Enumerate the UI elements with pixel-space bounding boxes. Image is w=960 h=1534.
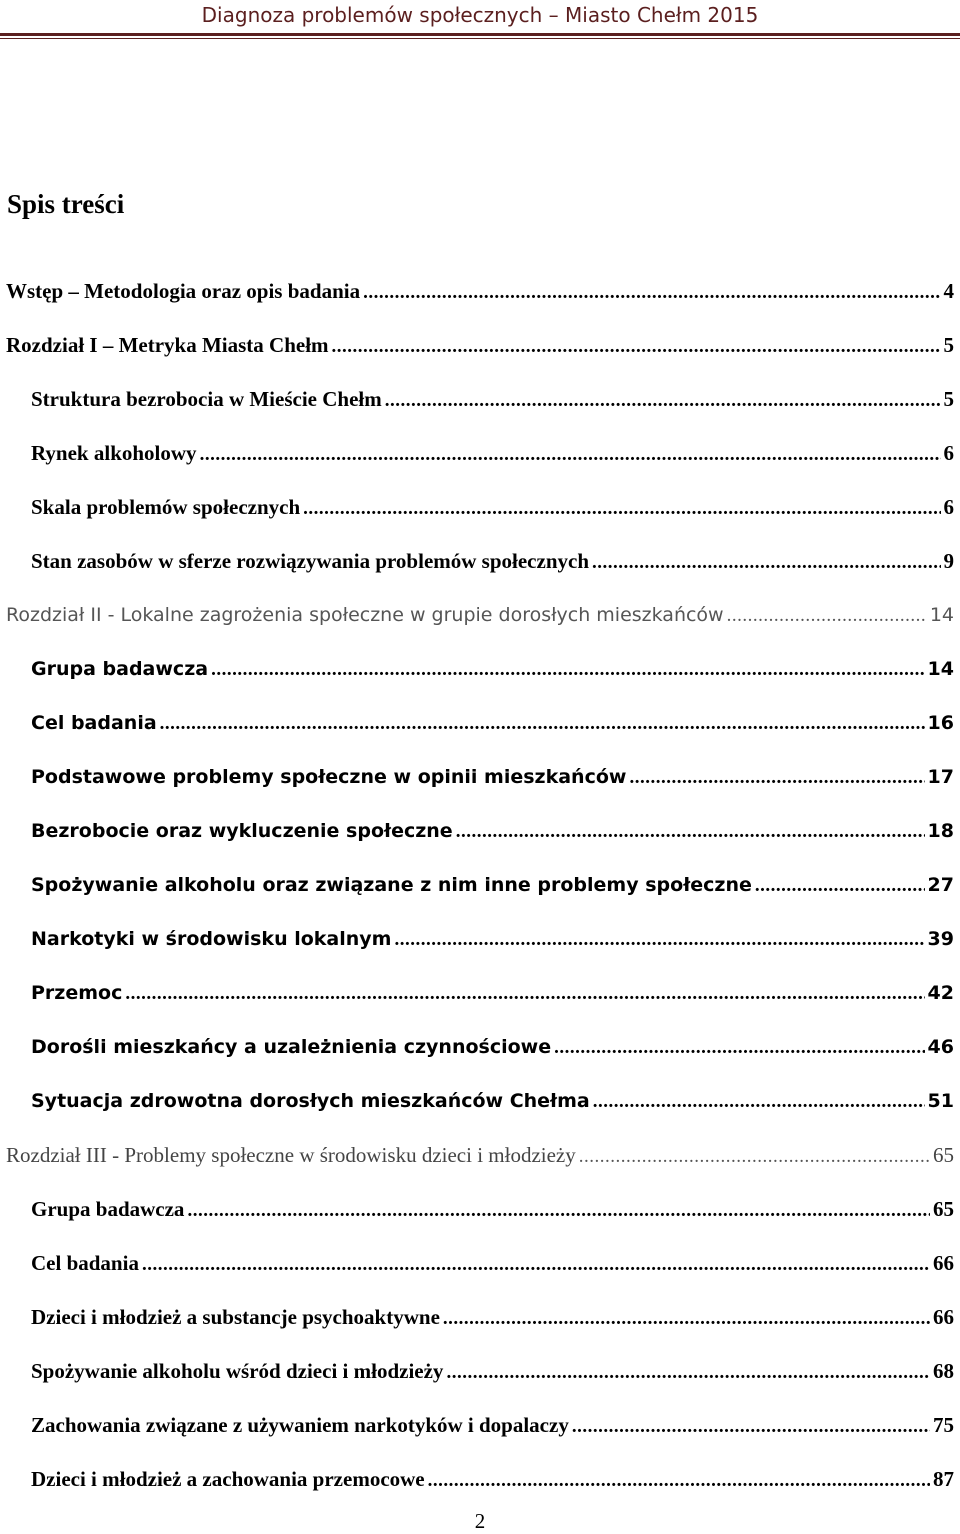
toc-page-number: 5 bbox=[943, 333, 954, 357]
toc-dot-leader bbox=[303, 493, 940, 525]
toc-entry-label: Narkotyki w środowisku lokalnym bbox=[31, 928, 392, 950]
toc-entry-violence[interactable] bbox=[31, 977, 954, 1009]
toc-page-number: 39 bbox=[927, 928, 954, 950]
toc-dot-leader bbox=[200, 439, 941, 471]
toc-entry-label: Bezrobocie oraz wykluczenie społeczne bbox=[31, 820, 453, 842]
toc-dot-leader bbox=[211, 654, 924, 686]
toc-dot-leader bbox=[160, 708, 925, 740]
toc-entry-label: Sytuacja zdrowotna dorosłych mieszkańców Chełma bbox=[31, 1090, 590, 1112]
toc-entry-label: Podstawowe problemy społeczne w opinii mieszkańców bbox=[31, 766, 627, 788]
toc-dot-leader bbox=[572, 1411, 930, 1443]
toc-entry-label: Dzieci i młodzież a substancje psychoaktywne bbox=[31, 1305, 440, 1329]
toc-entry-label: Spożywanie alkoholu oraz związane z nim inne problemy społeczne bbox=[31, 874, 752, 896]
toc-entry-label: Stan zasobów w sferze rozwiązywania problemów społecznych bbox=[31, 549, 590, 573]
toc-entry-youth-alcohol[interactable] bbox=[31, 1355, 954, 1387]
toc-entry-chapter-2[interactable] bbox=[6, 599, 954, 631]
toc-dot-leader bbox=[394, 924, 924, 956]
header-rule bbox=[0, 33, 960, 36]
toc-page-number: 66 bbox=[933, 1305, 954, 1329]
toc-entry-research-group-youth[interactable] bbox=[31, 1193, 954, 1225]
toc-entry-label: Dzieci i młodzież a zachowania przemocowe bbox=[31, 1467, 425, 1491]
toc-entry-psychoactive-substances[interactable] bbox=[31, 1301, 954, 1333]
toc-dot-leader bbox=[755, 870, 925, 902]
toc-entry-behavioral-addictions[interactable] bbox=[31, 1031, 954, 1063]
toc-entry-label: Rozdział II - Lokalne zagrożenia społeczne w grupie dorosłych mieszkańców bbox=[6, 604, 724, 626]
toc-dot-leader bbox=[332, 331, 941, 363]
toc-page-number: 16 bbox=[927, 712, 954, 734]
document-title: Diagnoza problemów społecznych – Miasto Chełm 2015 bbox=[201, 3, 759, 27]
toc-entry-unemployment-exclusion[interactable] bbox=[31, 815, 954, 847]
toc-entry-research-goal[interactable] bbox=[31, 707, 954, 739]
toc-entry-label: Grupa badawcza bbox=[31, 1197, 185, 1221]
toc-entry-label: Skala problemów społecznych bbox=[31, 495, 301, 519]
toc-entry-research-goal-youth[interactable] bbox=[31, 1247, 954, 1279]
toc-page-number: 6 bbox=[943, 441, 954, 465]
toc-entry-research-group[interactable] bbox=[31, 653, 954, 685]
toc-entry-alcohol-market[interactable] bbox=[31, 437, 954, 469]
toc-dot-leader bbox=[428, 1465, 930, 1497]
toc-page-number: 17 bbox=[927, 766, 954, 788]
toc-entry-unemployment-structure[interactable] bbox=[31, 383, 954, 415]
toc-entry-label: Wstęp – Metodologia oraz opis badania bbox=[6, 279, 361, 303]
toc-page-number: 18 bbox=[927, 820, 954, 842]
toc-dot-leader bbox=[456, 816, 925, 848]
toc-dot-leader bbox=[579, 1141, 930, 1173]
toc-entry-health-situation[interactable] bbox=[31, 1085, 954, 1117]
toc-entry-label: Rynek alkoholowy bbox=[31, 441, 197, 465]
toc-dot-leader bbox=[125, 978, 924, 1010]
toc-page-number: 65 bbox=[933, 1197, 954, 1221]
toc-entry-label: Rozdział III - Problemy społeczne w środowisku dzieci i młodzieży bbox=[6, 1143, 576, 1167]
toc-page-number: 46 bbox=[927, 1036, 954, 1058]
toc-page-number: 51 bbox=[927, 1090, 954, 1112]
toc-page-number: 42 bbox=[927, 982, 954, 1004]
toc-page-number: 4 bbox=[943, 279, 954, 303]
toc-entry-label: Spożywanie alkoholu wśród dzieci i młodzieży bbox=[31, 1359, 444, 1383]
toc-page-number: 14 bbox=[929, 604, 954, 626]
toc-page-number: 9 bbox=[943, 549, 954, 573]
toc-dot-leader bbox=[385, 385, 941, 417]
toc-entry-drugs[interactable] bbox=[31, 923, 954, 955]
toc-entry-label: Przemoc bbox=[31, 982, 123, 1004]
toc-entry-chapter-3[interactable] bbox=[6, 1139, 954, 1171]
toc-entry-label: Struktura bezrobocia w Mieście Chełm bbox=[31, 387, 382, 411]
toc-page-number: 75 bbox=[933, 1413, 954, 1437]
toc-page-number: 27 bbox=[927, 874, 954, 896]
toc-dot-leader bbox=[187, 1195, 930, 1227]
toc-entry-youth-violence[interactable] bbox=[31, 1463, 954, 1495]
page-number: 2 bbox=[474, 1509, 486, 1533]
toc-entry-resources-state[interactable] bbox=[31, 545, 954, 577]
toc-entry-label: Cel badania bbox=[31, 712, 157, 734]
toc-entry-social-problems-scale[interactable] bbox=[31, 491, 954, 523]
toc-dot-leader bbox=[443, 1303, 930, 1335]
toc-dot-leader bbox=[592, 547, 940, 579]
toc-dot-leader bbox=[363, 277, 940, 309]
toc-entry-basic-problems[interactable] bbox=[31, 761, 954, 793]
toc-page-number: 68 bbox=[933, 1359, 954, 1383]
header-rule-thin bbox=[0, 38, 960, 39]
toc-entry-label: Zachowania związane z używaniem narkotyków i dopalaczy bbox=[31, 1413, 569, 1437]
toc-dot-leader bbox=[142, 1249, 930, 1281]
toc-page-number: 66 bbox=[933, 1251, 954, 1275]
toc-page-number: 87 bbox=[933, 1467, 954, 1491]
toc-page-number: 6 bbox=[943, 495, 954, 519]
toc-entry-label: Rozdział I – Metryka Miasta Chełm bbox=[6, 333, 329, 357]
toc-dot-leader bbox=[593, 1086, 925, 1118]
toc-dot-leader bbox=[727, 600, 927, 632]
toc-title: Spis treści bbox=[7, 189, 125, 219]
toc-entry-chapter-1[interactable] bbox=[6, 329, 954, 361]
toc-dot-leader bbox=[629, 762, 924, 794]
toc-page-number: 65 bbox=[933, 1143, 954, 1167]
toc-page-number: 14 bbox=[927, 658, 954, 680]
toc-page-number: 5 bbox=[943, 387, 954, 411]
toc-entry-intro[interactable] bbox=[6, 275, 954, 307]
toc-entry-label: Dorośli mieszkańcy a uzależnienia czynnościowe bbox=[31, 1036, 552, 1058]
toc-entry-alcohol-consumption[interactable] bbox=[31, 869, 954, 901]
toc-entry-drugs-legal-highs[interactable] bbox=[31, 1409, 954, 1441]
toc-entry-label: Cel badania bbox=[31, 1251, 139, 1275]
toc-dot-leader bbox=[446, 1357, 930, 1389]
toc-entry-label: Grupa badawcza bbox=[31, 658, 209, 680]
toc-dot-leader bbox=[554, 1032, 924, 1064]
